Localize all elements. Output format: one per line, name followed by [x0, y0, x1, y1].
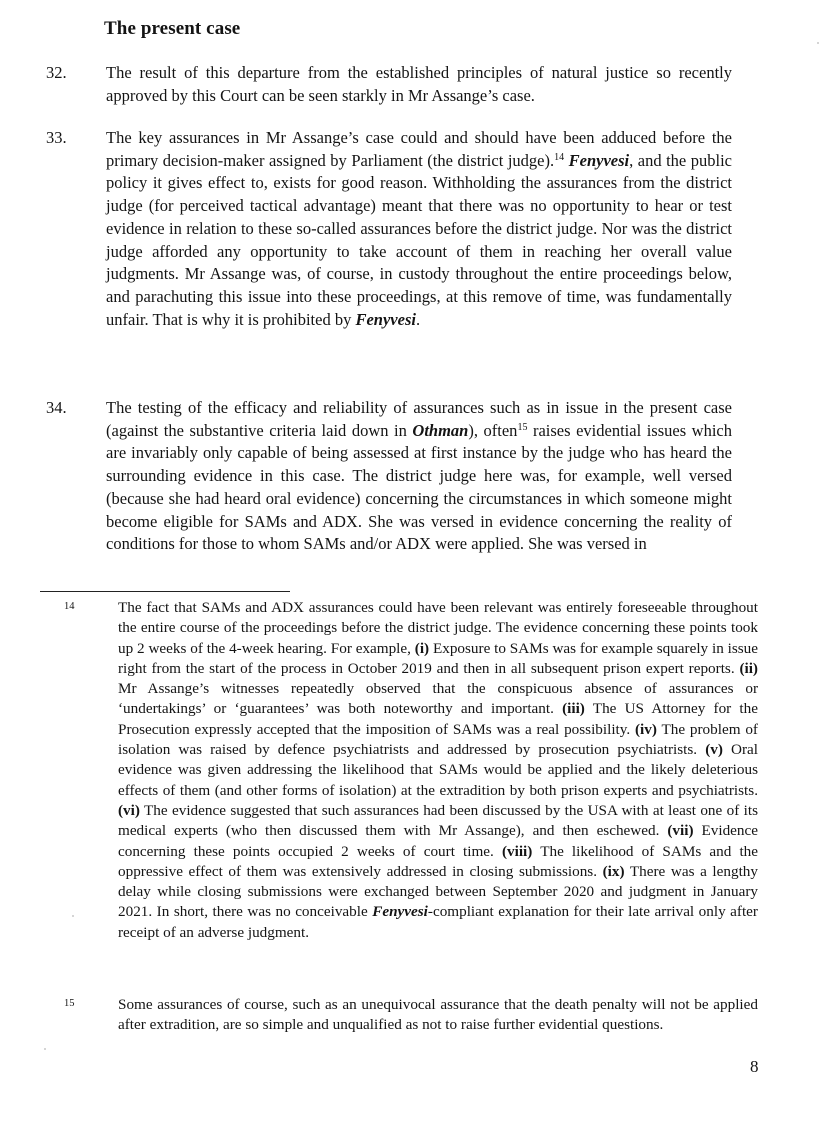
footnote-number: 15: [64, 998, 75, 1009]
paragraph-text: The testing of the efficacy and reliability of assurances such as in issue in the present case (against the substantive criteria laid down in Othman), often$^{15}$ raises evidential issues which are invariably only capable of being assessed at first instance by the judge who has heard the surrounding evidence in this case. The district judge here was, for example, well versed (because she had heard oral evidence) concerning the circumstances in which someone might become eligible for SAMs and ADX. She was versed in evidence concerning the reality of conditions for those to whom SAMs and/or ADX were applied. She was versed in: [106, 398, 732, 554]
footnote-separator: [40, 591, 290, 592]
paragraph-text: The result of this departure from the established principles of natural justice so recently approved by this Court can be seen starkly in Mr Assange’s case.: [106, 63, 732, 105]
case-name: Othman: [412, 420, 469, 440]
list-marker: (vi): [118, 801, 140, 819]
paragraph-32: [46, 62, 736, 107]
page-number: 8: [750, 1057, 759, 1076]
case-name: Fenyvesi: [568, 150, 630, 170]
list-marker: (iii): [562, 700, 585, 718]
list-marker: (viii): [501, 842, 533, 860]
scan-speck: [44, 1048, 46, 1050]
list-marker: (iv): [635, 720, 657, 738]
footnote-15: [46, 995, 766, 1036]
footnote-text: Some assurances of course, such as an unequivocal assurance that the death penalty will not be applied after extradition, are so simple and unqualified as not to raise further evidential questions.: [118, 996, 758, 1034]
paragraph-34: [46, 397, 736, 556]
paragraph-number: 33.: [46, 128, 67, 147]
list-marker: (vii): [667, 822, 694, 840]
paragraph-number: 34.: [46, 398, 67, 417]
list-marker: (ii): [739, 659, 758, 677]
paragraph-text: The key assurances in Mr Assange’s case could and should have been adduced before the primary decision-maker assigned by Parliament (the district judge).$^{14}$ Fenyvesi, and the public policy it gives effect to, exists for good reason. Withholding the assurances from the district judge (for perceived tactical advantage) meant that there was no opportunity to hear or test evidence in relation to these so-called assurances before the district judge. Nor was the district judge afforded any opportunity to take account of them in reaching her overall value judgments. Mr Assange was, of course, in custody throughout the entire proceedings below, and parachuting this issue into these proceedings, at this remove of time, was fundamentally unfair. That is why it is prohibited by Fenyvesi.: [106, 128, 733, 329]
case-name: Fenyvesi: [372, 903, 428, 921]
list-marker: (v): [705, 741, 723, 759]
footnote-14: [46, 598, 766, 943]
section-heading: The present case: [104, 18, 241, 39]
paragraph-33: [46, 127, 736, 331]
footnote-text: The fact that SAMs and ADX assurances could have been relevant was entirely foreseeable throughout the entire course of the proceedings before the district judge. The evidence concerning these points took up 2 weeks of the 4-week hearing. For example, (i) Exposure to SAMs was for example squarely in issue right from the start of the process in October 2019 and then in all subsequent prison expert reports. (ii) Mr Assange’s witnesses repeatedly observed that the conspicuous absence of assurances or ‘undertakings’ or ‘guarantees’ was both noteworthy and important. (iii) The US Attorney for the Prosecution expressly accepted that the imposition of SAMs was a real possibility. (iv) The problem of isolation was raised by defence psychiatrists and addressed by prosecution psychiatrists. (v) Oral evidence was given addressing the likelihood that SAMs would be applied and the likely deleterious effects of them (and other forms of isolation) at the extradition by both prison experts and psychiatrists. (vi) The evidence suggested that such assurances had been discussed by the USA with at least one of its medical experts (who then discussed them with Mr Assange), and then eschewed. (vii) Evidence concerning these points occupied 2 weeks of court time. (viii) The likelihood of SAMs and the oppressive effect of them was extensively addressed in closing submissions. (ix) There was a lengthy delay while closing submissions were exchanged between September 2020 and judgment in January 2021. In short, there was no conceivable Fenyvesi-compliant explanation for their late arrival only after receipt of an adverse judgment.: [118, 599, 758, 941]
case-name: Fenyvesi: [355, 309, 416, 329]
scan-speck: [817, 42, 819, 44]
list-marker: (ix): [602, 862, 625, 880]
list-marker: (i): [414, 639, 430, 657]
footnote-reference[interactable]: 15: [517, 421, 528, 433]
footnote-reference[interactable]: 14: [554, 151, 565, 163]
footnote-number: 14: [64, 601, 75, 612]
paragraph-number: 32.: [46, 63, 67, 82]
scan-speck: [72, 915, 74, 917]
